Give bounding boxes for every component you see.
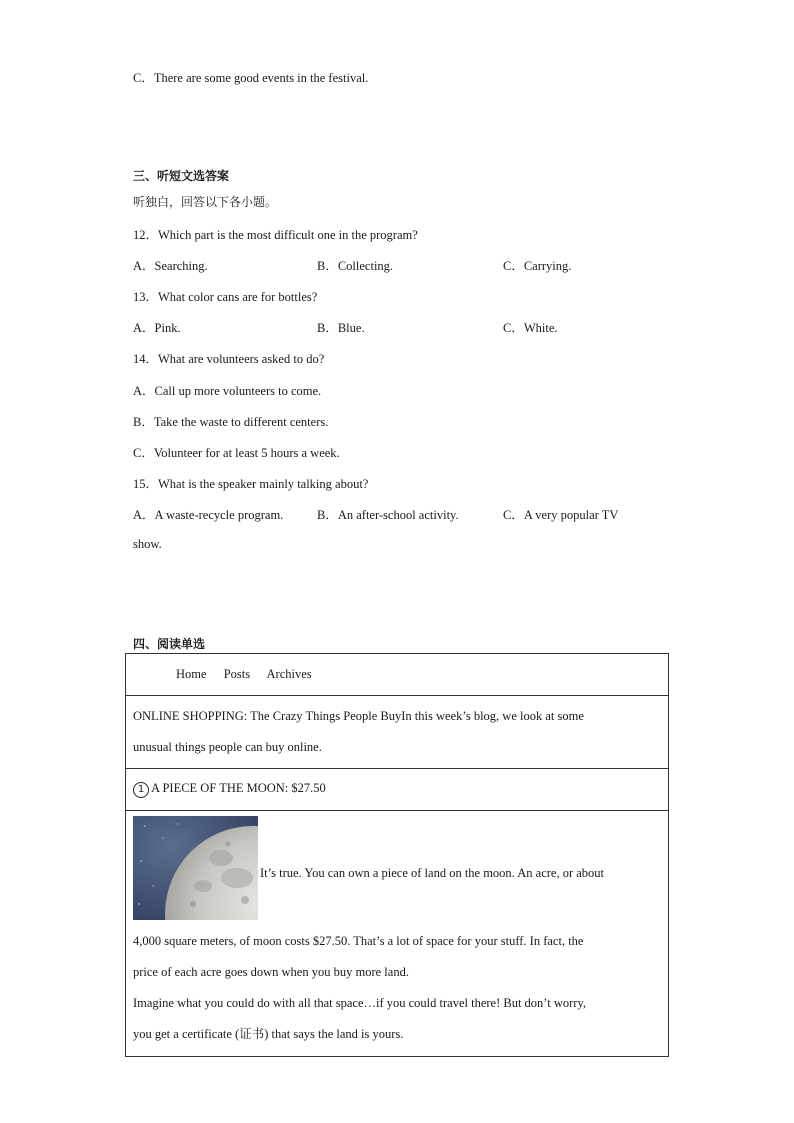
item1-heading — [126, 769, 669, 811]
nav-posts-link[interactable]: Posts — [223, 667, 251, 681]
q11-option-c: C．There are some good events in the festival. — [133, 71, 369, 85]
q15-option-c-continuation: show. — [133, 537, 162, 551]
section3-title: 三、听短文选答案 — [133, 169, 230, 183]
q13-option-a[interactable]: A．Pink. — [133, 321, 181, 335]
nav-archives-link[interactable]: Archives — [266, 667, 312, 681]
q14-stem: 14．What are volunteers asked to do? — [133, 352, 325, 366]
q15-option-c[interactable]: C．A very popular TV — [503, 508, 619, 522]
q13-option-b[interactable]: B．Blue. — [317, 321, 365, 335]
blog-intro-line2: unusual things people can buy online. — [133, 740, 322, 754]
q12-option-b[interactable]: B．Collecting. — [317, 259, 394, 273]
q15-option-a[interactable]: A．A waste-recycle program. — [133, 508, 284, 522]
section3-instruction: 听独白，回答以下各小题。 — [133, 195, 278, 209]
circled-number-icon: 1 — [133, 782, 149, 798]
q12-option-c[interactable]: C．Carrying. — [503, 259, 572, 273]
item1-text-line1: 4,000 square meters, of moon costs $27.50. That’s a lot of space for your stuff. In fact, the — [133, 934, 584, 948]
blog-table — [125, 653, 669, 1057]
q12-stem: 12．Which part is the most difficult one in the program? — [133, 228, 418, 242]
q14-option-b[interactable]: B．Take the waste to different centers. — [133, 415, 329, 429]
item1-text-line2: price of each acre goes down when you buy more land. — [133, 965, 409, 979]
blog-intro-line1: ONLINE SHOPPING: The Crazy Things People BuyIn this week’s blog, we look at some — [133, 709, 584, 723]
item1-text-line4: you get a certificate (证书) that says the land is yours. — [133, 1027, 404, 1041]
blog-intro — [126, 696, 669, 769]
q15-option-b[interactable]: B．An after-school activity. — [317, 508, 459, 522]
item1-text-beside-image: It’s true. You can own a piece of land on the moon. An acre, or about — [260, 866, 605, 880]
item1-text-line3: Imagine what you could do with all that space…if you could travel there! But don’t worry, — [133, 996, 587, 1010]
q15-stem: 15．What is the speaker mainly talking about? — [133, 477, 369, 491]
q12-option-a[interactable]: A．Searching. — [133, 259, 208, 273]
section4-title: 四、阅读单选 — [133, 637, 206, 651]
q13-option-c[interactable]: C．White. — [503, 321, 558, 335]
nav-home-link[interactable]: Home — [176, 667, 207, 681]
moon-image — [133, 816, 258, 920]
q14-option-a[interactable]: A．Call up more volunteers to come. — [133, 384, 322, 398]
blog-nav — [126, 654, 669, 696]
q13-stem: 13．What color cans are for bottles? — [133, 290, 318, 304]
q14-option-c[interactable]: C．Volunteer for at least 5 hours a week. — [133, 446, 340, 460]
item1-body — [126, 811, 669, 1057]
item1-title: A PIECE OF THE MOON: $27.50 — [151, 781, 326, 796]
